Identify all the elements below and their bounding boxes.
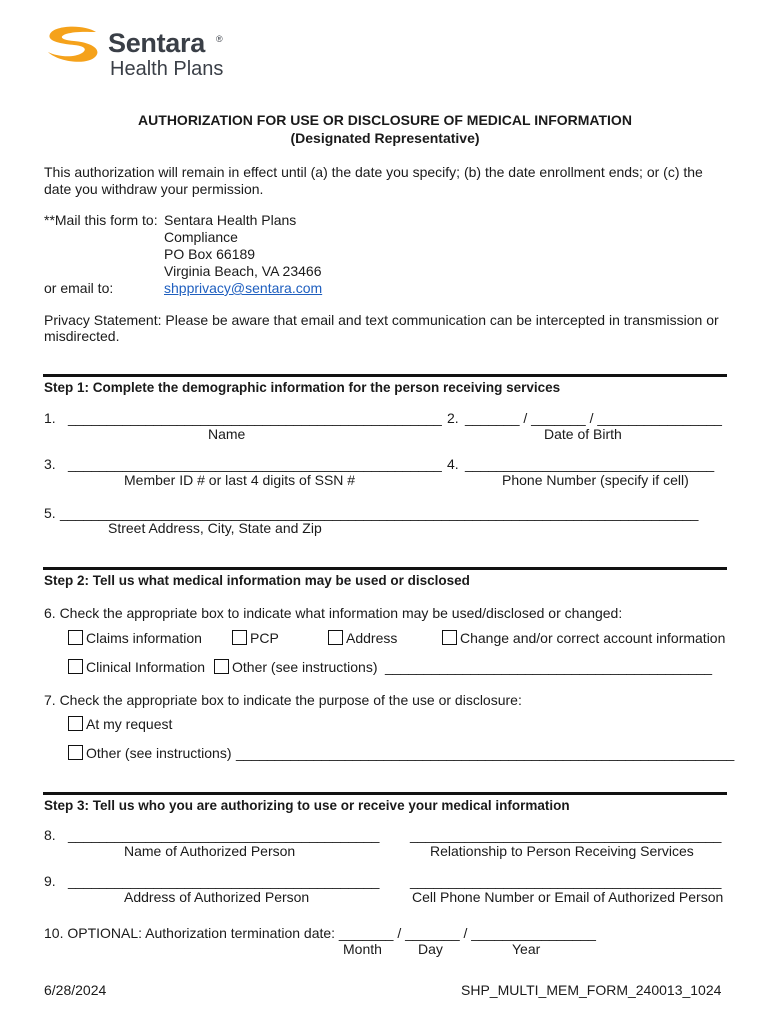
cell-email-field[interactable]: ________________________________________ xyxy=(410,873,722,889)
step2-divider xyxy=(43,567,727,570)
intro-line-1: This authorization will remain in effect until (a) the date you specify; (b) the date enrollment ends; or (c) the xyxy=(44,164,703,180)
phone-label: Phone Number (specify if cell) xyxy=(502,472,689,488)
footer-date: 6/28/2024 xyxy=(44,982,107,998)
other-purpose-label: Other (see instructions) xyxy=(86,745,232,761)
email-label: or email to: xyxy=(44,280,114,296)
street-address-label: Street Address, City, State and Zip xyxy=(108,520,322,536)
field-4-number: 4. xyxy=(447,456,459,472)
step1-heading: Step 1: Complete the demographic information for the person receiving services xyxy=(44,380,561,395)
other-purpose-field[interactable]: ________________________________________________________________ xyxy=(236,745,735,761)
authorized-person-name-field[interactable]: ________________________________________ xyxy=(68,827,380,843)
date-of-birth-field[interactable]: _______ / _______ / ________________ xyxy=(465,410,722,426)
authorized-person-address-label: Address of Authorized Person xyxy=(124,889,310,905)
date-of-birth-label: Date of Birth xyxy=(544,426,622,442)
member-id-field[interactable]: ________________________________________________ xyxy=(68,456,442,472)
day-label: Day xyxy=(418,941,443,957)
termination-date-field[interactable]: 10. OPTIONAL: Authorization termination date: _______ / _______ / ________________ xyxy=(44,925,596,941)
step2-heading: Step 2: Tell us what medical information may be used or disclosed xyxy=(44,573,470,588)
phone-field[interactable]: ________________________________ xyxy=(465,456,715,472)
at-my-request-label: At my request xyxy=(86,716,173,732)
other-info-field[interactable]: __________________________________________ xyxy=(385,659,713,675)
change-account-label: Change and/or correct account information xyxy=(460,630,726,646)
name-label: Name xyxy=(208,426,246,442)
month-label: Month xyxy=(343,941,382,957)
field-5-number: 5. xyxy=(44,505,56,521)
field-3-number: 3. xyxy=(44,456,56,472)
member-id-label: Member ID # or last 4 digits of SSN # xyxy=(124,472,356,488)
page-title: AUTHORIZATION FOR USE OR DISCLOSURE OF MEDICAL INFORMATION xyxy=(138,112,632,128)
footer-form-id: SHP_MULTI_MEM_FORM_240013_1024 xyxy=(461,982,722,998)
authorized-person-address-field[interactable]: ________________________________________ xyxy=(68,873,380,889)
privacy-line-2: misdirected. xyxy=(44,328,120,344)
mail-address-line: Sentara Health Plans xyxy=(164,212,297,228)
mail-label: **Mail this form to: xyxy=(44,212,158,228)
field-9-number: 9. xyxy=(44,873,56,889)
pcp-checkbox[interactable] xyxy=(232,630,247,645)
cell-email-label: Cell Phone Number or Email of Authorized Person xyxy=(412,889,724,905)
at-my-request-checkbox[interactable] xyxy=(68,716,83,731)
mail-address-line: Virginia Beach, VA 23466 xyxy=(164,263,322,279)
question-6: 6. Check the appropriate box to indicate what information may be used/disclosed or changed: xyxy=(44,605,623,621)
logo-trademark: ® xyxy=(216,34,223,44)
clinical-checkbox[interactable] xyxy=(68,659,83,674)
logo-name: Sentara xyxy=(108,28,205,58)
other-info-label: Other (see instructions) xyxy=(232,659,378,675)
pcp-label: PCP xyxy=(250,630,279,646)
logo-subtitle: Health Plans xyxy=(110,58,224,80)
address-checkbox[interactable] xyxy=(328,630,343,645)
privacy-line-1: Privacy Statement: Please be aware that email and text communication can be intercepted in transmission or xyxy=(44,312,719,328)
intro-line-2: date you withdraw your permission. xyxy=(44,181,264,197)
year-label: Year xyxy=(512,941,541,957)
name-field[interactable]: ________________________________________________ xyxy=(68,410,442,426)
sentara-logo-mark-icon xyxy=(44,26,102,64)
step3-divider xyxy=(43,792,727,795)
field-8-number: 8. xyxy=(44,827,56,843)
change-account-checkbox[interactable] xyxy=(442,630,457,645)
mail-address-line: PO Box 66189 xyxy=(164,246,256,262)
address-label: Address xyxy=(346,630,398,646)
step3-heading: Step 3: Tell us who you are authorizing to use or receive your medical information xyxy=(44,798,570,813)
other-purpose-checkbox[interactable] xyxy=(68,745,83,760)
question-7: 7. Check the appropriate box to indicate the purpose of the use or disclosure: xyxy=(44,692,522,708)
clinical-label: Clinical Information xyxy=(86,659,206,675)
field-2-number: 2. xyxy=(447,410,459,426)
page-subtitle: (Designated Representative) xyxy=(290,130,480,146)
claims-checkbox[interactable] xyxy=(68,630,83,645)
relationship-label: Relationship to Person Receiving Services xyxy=(430,843,694,859)
step1-divider xyxy=(43,374,727,377)
authorized-person-name-label: Name of Authorized Person xyxy=(124,843,296,859)
field-1-number: 1. xyxy=(44,410,56,426)
street-address-field[interactable]: __________________________________________________________________________________ xyxy=(60,505,699,521)
mail-address-line: Compliance xyxy=(164,229,238,245)
relationship-field[interactable]: ________________________________________ xyxy=(410,827,722,843)
claims-label: Claims information xyxy=(86,630,202,646)
other-info-checkbox[interactable] xyxy=(214,659,229,674)
email-link[interactable]: shpprivacy@sentara.com xyxy=(164,280,323,296)
